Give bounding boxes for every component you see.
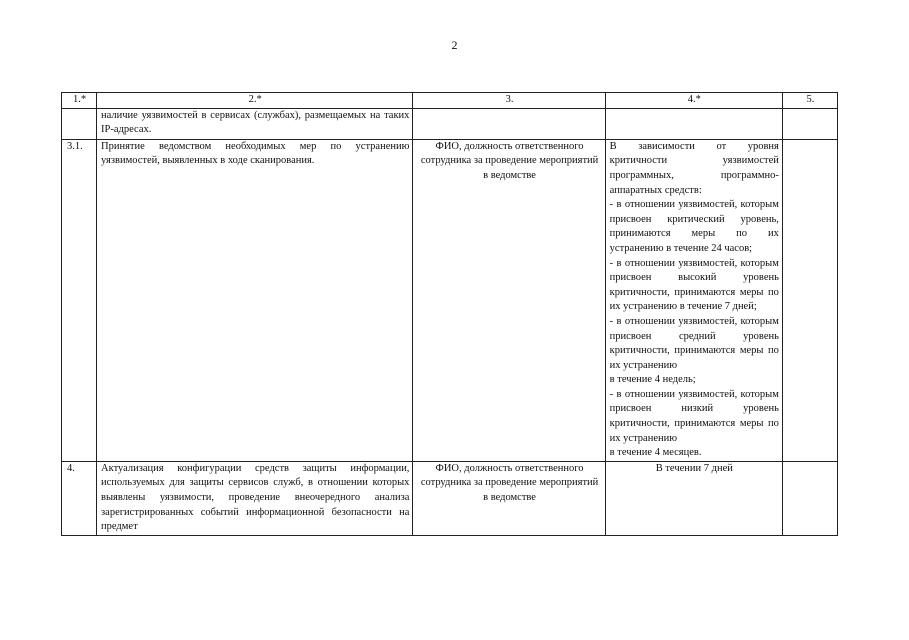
deadline-paragraph: В зависимости от уровня критичности уязвимостей программных, программно-аппаратных средств:	[609, 140, 779, 196]
deadline-paragraph: - в отношении уязвимостей, которым присвоен высокий уровень критичности, принимаются меры по их устранению в течение 7 дней;	[609, 257, 779, 313]
deadline-paragraph: - в отношении уязвимостей, которым присвоен критический уровень, принимаются меры по их устранению в течение 24 часов;	[609, 199, 779, 254]
deadline-paragraph: в течение 4 месяцев.	[609, 447, 702, 459]
header-col-4: 4.*	[605, 93, 782, 109]
row-number: 3.1.	[62, 139, 97, 461]
responsible-person	[413, 108, 605, 139]
notes	[782, 461, 837, 535]
deadline: В течении 7 дней	[605, 461, 782, 535]
deadline	[605, 139, 782, 461]
deadline-paragraph: - в отношении уязвимостей, которым присвоен низкий уровень критичности, принимаются меры по их устранению	[609, 388, 779, 444]
measure-description: наличие уязвимостей в сервисах (службах), размещаемых на таких IP-адресах.	[97, 108, 413, 139]
header-col-3: 3.	[413, 93, 605, 109]
row-number: 4.	[62, 461, 97, 535]
measures-table	[61, 92, 838, 536]
header-col-2: 2.*	[97, 93, 413, 109]
table-row	[62, 108, 838, 139]
page-number: 2	[451, 38, 458, 52]
deadline-paragraph: в течение 4 недель;	[609, 374, 696, 386]
measure-description: Актуализация конфигурации средств защиты информации, используемых для защиты сервисов служб, в отношении которых выявлены уязвимости, проведение внеочередного анализа зарегистрированных событий информационной безопасности на предмет	[97, 461, 413, 535]
responsible-person: ФИО, должность ответственного сотрудника за проведение мероприятий в ведомстве	[413, 139, 605, 461]
header-col-1: 1.*	[62, 93, 97, 109]
notes	[782, 139, 837, 461]
header-col-5: 5.	[782, 93, 837, 109]
deadline	[605, 108, 782, 139]
table-header-row	[62, 93, 838, 109]
deadline-paragraph: - в отношении уязвимостей, которым присвоен средний уровень критичности, принимаются меры по их устранению	[609, 315, 779, 371]
row-number	[62, 108, 97, 139]
measure-description: Принятие ведомством необходимых мер по устранению уязвимостей, выявленных в ходе сканирования.	[97, 139, 413, 461]
responsible-person: ФИО, должность ответственного сотрудника за проведение мероприятий в ведомстве	[413, 461, 605, 535]
notes	[782, 108, 837, 139]
table-row	[62, 139, 838, 461]
table-row	[62, 461, 838, 535]
